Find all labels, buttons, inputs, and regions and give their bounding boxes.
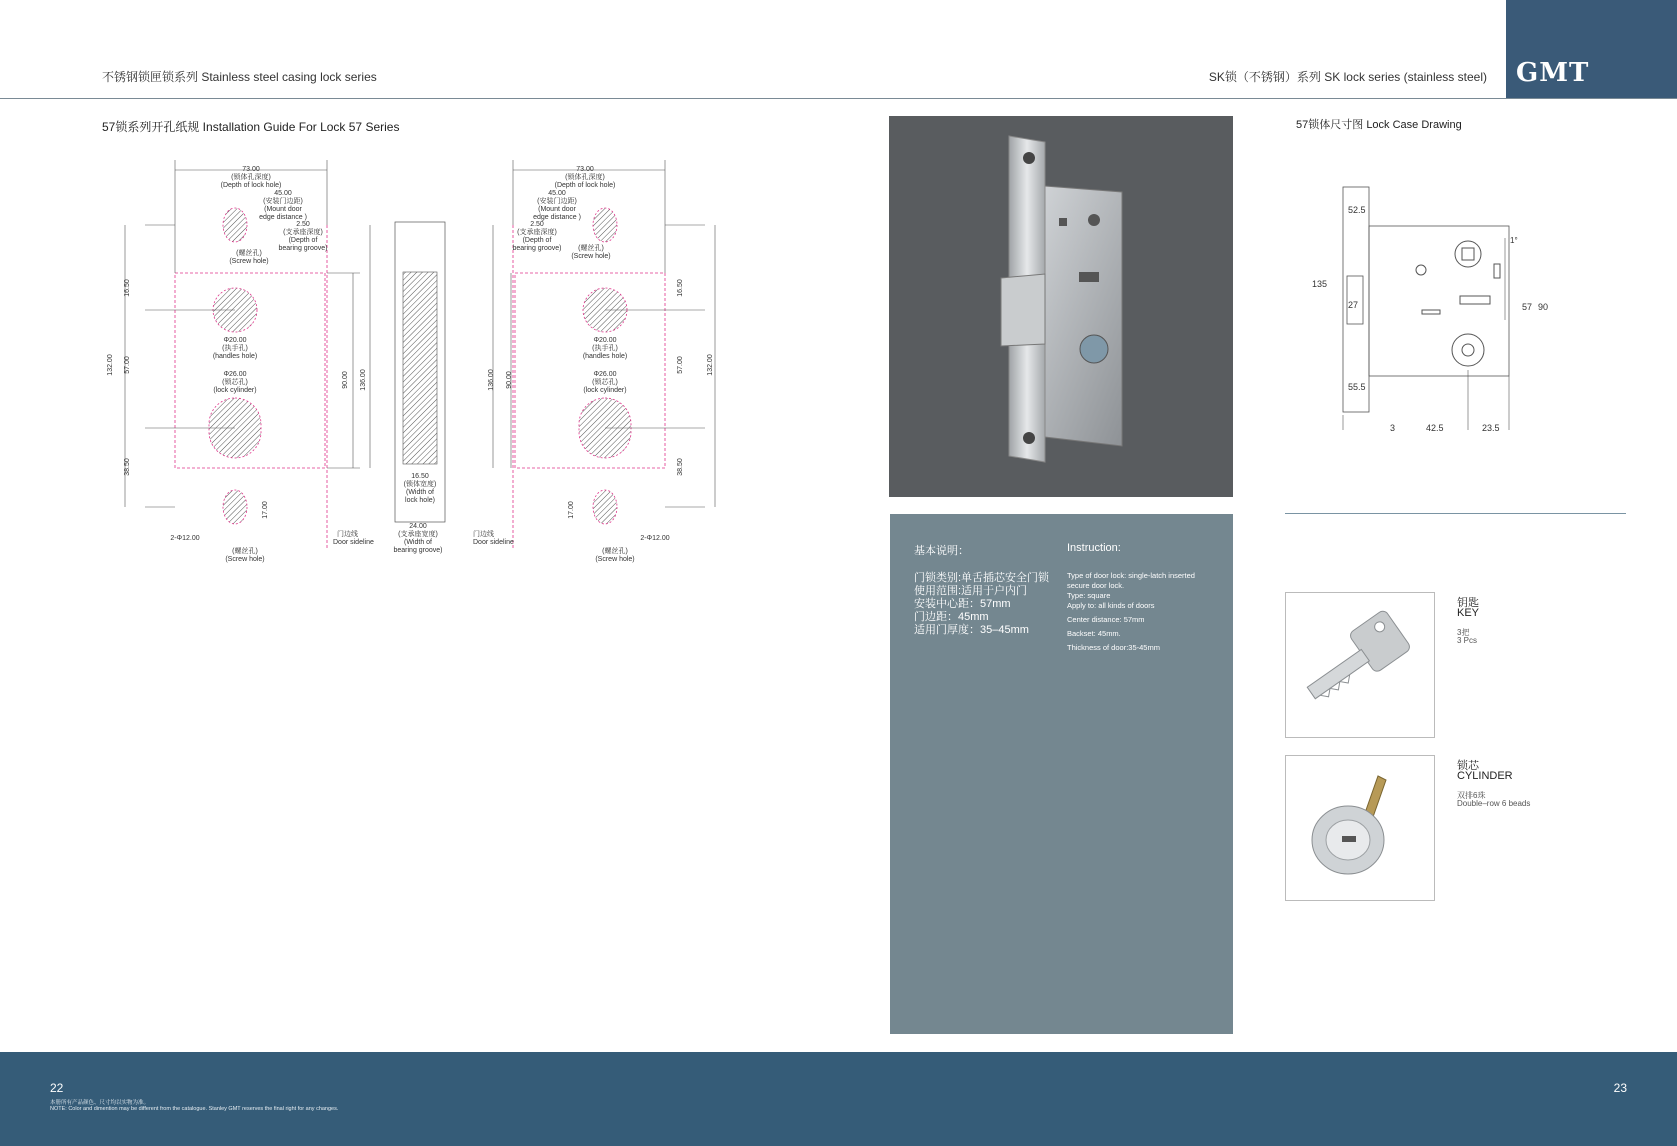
page-number-right: 23: [1613, 1081, 1627, 1095]
case-dim-4: 55.5: [1348, 382, 1366, 392]
info-cn-line-3: 安装中心距：57mm: [914, 598, 1011, 610]
case-dim-9: 90: [1538, 302, 1549, 312]
dim-45-right: 45.00: [548, 190, 566, 197]
handle-left-cn: (执手孔): [222, 345, 248, 352]
info-en-line-5: Center distance: 57mm: [1067, 615, 1145, 624]
dim-25-left-cn: (支承座深度): [283, 229, 323, 236]
dim-9000-right: 90.00: [506, 371, 513, 389]
strip-bwidth-en2: bearing groove): [393, 547, 443, 554]
strip-width-en2: lock hole): [405, 497, 435, 504]
dim-25-right-en1: (Depth of: [522, 237, 552, 244]
dim-73-right-en: (Depth of lock hole): [554, 182, 616, 189]
case-dim-2: 135: [1312, 279, 1328, 289]
header-divider: [0, 98, 1677, 99]
info-cn-title: 基本说明：: [914, 545, 969, 557]
cyl-right-en: (lock cylinder): [583, 387, 627, 394]
screw-left-cn-b: (螺丝孔): [232, 548, 258, 555]
screw-right-cn: (螺丝孔): [578, 245, 604, 252]
dim-25-left: 2.50: [296, 221, 310, 228]
dim-3850-left: 38.50: [124, 458, 131, 476]
cylinder-icon: [1286, 756, 1434, 900]
handle-left-dim: Φ20.00: [223, 337, 247, 344]
strip-width-en1: (Width of: [405, 489, 435, 496]
dim-45-left-en1: (Mount door: [264, 206, 302, 213]
footer-bar: [0, 1052, 1677, 1146]
info-cn-line-1: 门锁类别:单舌插芯安全门锁: [914, 572, 1050, 584]
dim-45-left: 45.00: [274, 190, 292, 197]
strip-width-cn: (锁体宽度): [403, 481, 437, 488]
lock-case-title-cn: 57锁体尺寸图: [1296, 119, 1364, 131]
sideline-left-cn: 门边线: [337, 531, 358, 538]
handle-left-en: (handles hole): [212, 353, 258, 360]
info-en-line-2: secure door lock.: [1067, 581, 1125, 590]
case-dim-6: 42.5: [1426, 423, 1444, 433]
dim-13600-left: 136.00: [360, 369, 367, 391]
screw-left-en: (Screw hole): [229, 258, 269, 265]
footer-note-cn: 本册所有产品颜色、尺寸均以实物为准。: [50, 1100, 150, 1106]
cyl-left-dim: Φ26.00: [223, 371, 247, 378]
key-label-cn: 钥匙: [1457, 597, 1479, 609]
lock-body-illustration: [889, 116, 1233, 497]
lock-case-title-en: Lock Case Drawing: [1366, 119, 1462, 131]
dim-25-left-en1: (Depth of: [288, 237, 318, 244]
info-en-line-6: Backset: 45mm.: [1067, 629, 1121, 638]
cylinder-spec-en: Double–row 6 beads: [1457, 799, 1531, 808]
dim-45-left-en2: edge distance ): [259, 214, 307, 221]
screw-left-cn: (螺丝孔): [236, 250, 262, 257]
dim-13600-right: 136.00: [488, 369, 495, 391]
lock-case-title: [1296, 116, 1462, 132]
dim-1700-left: 17.00: [262, 501, 269, 519]
screw-right-cn-b: (螺丝孔): [602, 548, 628, 555]
dim-1650-strip: 16.50: [411, 473, 429, 480]
dim-73-left-cn: (锁体孔深度): [231, 174, 271, 181]
dim-13200-right: 132.00: [707, 354, 714, 376]
dim-73-right: 73.00: [576, 166, 594, 173]
dim-45-right-en1: (Mount door: [538, 206, 576, 213]
key-label-en: KEY: [1457, 607, 1480, 619]
info-panel: [890, 514, 1233, 1034]
lock-case-drawing: [1300, 180, 1570, 450]
page-number-left: 22: [50, 1081, 64, 1095]
key-image: [1285, 592, 1435, 738]
dim-73-left: 73.00: [242, 166, 260, 173]
info-en-line-7: Thickness of door:35-45mm: [1067, 643, 1160, 652]
case-dim-1: 52.5: [1348, 205, 1366, 215]
case-dim-5: 3: [1390, 423, 1396, 433]
cylinder-image: [1285, 755, 1435, 901]
cyl-left-en: (lock cylinder): [213, 387, 257, 394]
handle-right-en: (handles hole): [582, 353, 628, 360]
info-en-line-3: Type: square: [1067, 591, 1111, 600]
dim-25-left-en2: bearing groove): [278, 245, 328, 252]
cylinder-label-en: CYLINDER: [1457, 770, 1513, 782]
dim-1650-right: 16.50: [677, 279, 684, 297]
dim-9000-left: 90.00: [342, 371, 349, 389]
case-dim-3: 27: [1348, 300, 1359, 310]
cyl-left-cn: (锁芯孔): [222, 379, 248, 386]
info-en-line-4: Apply to: all kinds of doors: [1067, 601, 1155, 610]
key-icon: [1286, 593, 1434, 737]
dim-1650-left: 16.50: [124, 279, 131, 297]
header-right-title: SK锁（不锈钢）系列 SK lock series (stainless steel): [1208, 70, 1487, 84]
dim-13200-left: 132.00: [107, 354, 114, 376]
strip-bwidth-cn: (支承座宽度): [398, 531, 438, 538]
section-divider: [1285, 513, 1626, 514]
dim-5700-right: 57.00: [677, 356, 684, 374]
strip-bwidth-en1: (Width of: [403, 539, 433, 546]
sideline-right-en: Door sideline: [473, 539, 514, 546]
dim-45-left-cn: (安装门边距): [263, 198, 303, 205]
info-en-line-1: Type of door lock: single-latch inserted: [1067, 571, 1195, 580]
installation-drawing: [107, 155, 725, 575]
cylinder-spec-cn: 双排6珠: [1457, 791, 1486, 800]
screw-right-en-b: (Screw hole): [595, 556, 635, 563]
info-en-title: Instruction:: [1067, 542, 1121, 554]
handle-right-cn: (执手孔): [592, 345, 618, 352]
brand-logo: GMT: [1516, 58, 1590, 88]
handle-right-dim: Φ20.00: [593, 337, 617, 344]
dim-73-right-cn: (锁体孔深度): [565, 174, 605, 181]
header-left-title: 不锈钢锁匣锁系列 Stainless steel casing lock series: [102, 70, 377, 84]
screw-dim-left: 2-Φ12.00: [170, 535, 200, 542]
case-dim-8: 57: [1522, 302, 1533, 312]
dim-3850-right: 38.50: [677, 458, 684, 476]
dim-25-right-en2: bearing groove): [512, 245, 562, 252]
cyl-right-dim: Φ26.00: [593, 371, 617, 378]
dim-73-left-en: (Depth of lock hole): [220, 182, 282, 189]
info-cn-line-5: 适用门厚度：35–45mm: [914, 624, 1029, 636]
cyl-right-cn: (锁芯孔): [592, 379, 618, 386]
dim-45-right-en2: edge distance ): [533, 214, 581, 221]
footer-note-en: NOTE: Color and dimention may be different from the catalogue. Stanley GMT reserves the final right for any changes.: [50, 1106, 339, 1112]
info-cn-line-4: 门边距：45mm: [914, 611, 989, 623]
info-cn-line-2: 使用范围:适用于户内门: [914, 585, 1028, 597]
dim-45-right-cn: (安装门边距): [537, 198, 577, 205]
key-qty-cn: 3把: [1457, 628, 1470, 637]
screw-right-en: (Screw hole): [571, 253, 611, 260]
cylinder-label-cn: 锁芯: [1457, 760, 1479, 772]
dim-1700-right: 17.00: [568, 501, 575, 519]
installation-guide-title: 57锁系列开孔纸规 Installation Guide For Lock 57 Series: [102, 120, 400, 134]
sideline-right-cn: 门边线: [473, 531, 494, 538]
screw-dim-right: 2-Φ12.00: [640, 535, 670, 542]
dim-2400-strip: 24.00: [409, 523, 427, 530]
sideline-left-en: Door sideline: [333, 539, 374, 546]
screw-left-en-b: (Screw hole): [225, 556, 265, 563]
dim-25-right: 2.50: [530, 221, 544, 228]
key-qty-en: 3 Pcs: [1457, 636, 1478, 645]
dim-25-right-cn: (支承座深度): [517, 229, 557, 236]
dim-5700-left: 57.00: [124, 356, 131, 374]
lock-photo: [889, 116, 1233, 497]
case-dim-7: 23.5: [1482, 423, 1500, 433]
case-dim-10: 1°: [1510, 236, 1518, 245]
